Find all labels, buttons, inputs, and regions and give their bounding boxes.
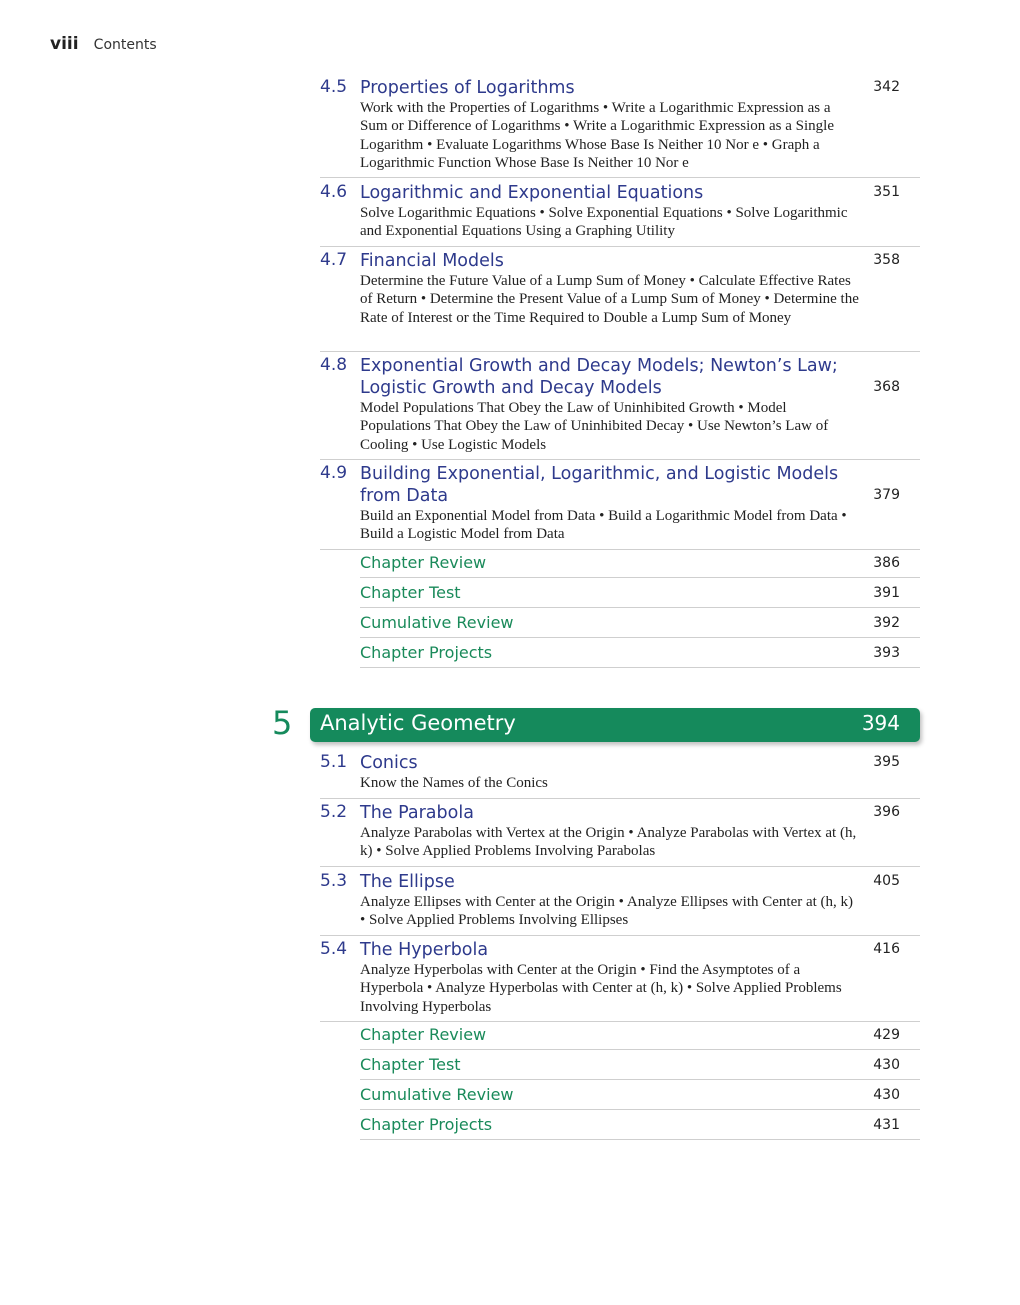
- section-title[interactable]: The Hyperbola: [360, 940, 489, 960]
- section-page[interactable]: 396: [873, 804, 900, 820]
- review-page[interactable]: 393: [873, 645, 900, 661]
- toc-section-5-3[interactable]: [320, 871, 920, 936]
- section-page[interactable]: 358: [873, 252, 900, 268]
- section-title[interactable]: Financial Models: [360, 251, 504, 271]
- review-page[interactable]: 429: [873, 1027, 900, 1043]
- section-title[interactable]: The Ellipse: [360, 872, 455, 892]
- section-description: Analyze Parabolas with Vertex at the Origin • Analyze Parabolas with Vertex at (h, k) • Solve Applied Problems Involving Parabolas: [360, 825, 857, 860]
- page-label: Contents: [93, 37, 157, 53]
- review-page[interactable]: 430: [873, 1087, 900, 1103]
- section-page[interactable]: 351: [873, 184, 900, 200]
- section-page[interactable]: 379: [873, 487, 900, 503]
- review-page[interactable]: 386: [873, 555, 900, 571]
- section-title[interactable]: Conics: [360, 753, 418, 773]
- section-description: Analyze Ellipses with Center at the Origin • Analyze Ellipses with Center at (h, k) • Solve Applied Problems Involving Ellipses: [360, 894, 854, 929]
- section-number: 5.3: [320, 871, 348, 891]
- chapter-page[interactable]: 394: [861, 711, 900, 735]
- section-description: Determine the Future Value of a Lump Sum of Money • Calculate Effective Rates of Return • Determine the Present Value of a Lump Sum of Money • Determine the Rate of Interest or the Time Required to Double a Lump Sum of Money: [360, 273, 859, 326]
- section-number: 4.5: [320, 77, 348, 97]
- section-number: 5.1: [320, 752, 348, 772]
- section-number: 4.7: [320, 250, 348, 270]
- toc-section-4-7[interactable]: [320, 250, 920, 352]
- review-page[interactable]: 392: [873, 615, 900, 631]
- review-page[interactable]: 430: [873, 1057, 900, 1073]
- chapter-heading-bar[interactable]: [310, 708, 920, 742]
- toc-section-5-4[interactable]: [320, 939, 920, 1022]
- section-number: 4.9: [320, 463, 348, 483]
- toc-section-5-2[interactable]: [320, 802, 920, 867]
- review-title[interactable]: Chapter Review: [360, 553, 487, 572]
- toc-chapter-test[interactable]: [360, 578, 920, 608]
- section-title[interactable]: The Parabola: [360, 803, 474, 823]
- section-title[interactable]: Logarithmic and Exponential Equations: [360, 183, 704, 203]
- toc-section-4-8[interactable]: [320, 355, 920, 460]
- toc-cumulative-review[interactable]: [360, 608, 920, 638]
- section-page[interactable]: 416: [873, 941, 900, 957]
- review-title[interactable]: Chapter Test: [360, 1055, 461, 1074]
- review-title[interactable]: Cumulative Review: [360, 613, 514, 632]
- toc-section-5-1[interactable]: [320, 752, 920, 799]
- toc-cumulative-review[interactable]: [360, 1080, 920, 1110]
- section-title[interactable]: Properties of Logarithms: [360, 78, 575, 98]
- section-description: Analyze Hyperbolas with Center at the Origin • Find the Asymptotes of a Hyperbola • Analyze Hyperbolas with Center at (h, k) • Solve Applied Problems Involving Hyperbolas: [360, 962, 842, 1015]
- toc-section-4-9[interactable]: [320, 463, 920, 550]
- chapter-title[interactable]: Analytic Geometry: [320, 711, 516, 735]
- toc-chapter-projects[interactable]: [360, 638, 920, 668]
- page-number: viii: [50, 34, 79, 54]
- toc-chapter-review[interactable]: [360, 1020, 920, 1050]
- section-page[interactable]: 368: [873, 379, 900, 395]
- section-number: 4.8: [320, 355, 348, 375]
- section-description: Solve Logarithmic Equations • Solve Exponential Equations • Solve Logarithmic and Exponential Equations Using a Graphing Utility: [360, 205, 848, 240]
- toc-chapter-test[interactable]: [360, 1050, 920, 1080]
- review-title[interactable]: Chapter Test: [360, 583, 461, 602]
- section-description: Work with the Properties of Logarithms • Write a Logarithmic Expression as a Sum or Difference of Logarithms • Write a Logarithmic Expression as a Single Logarithm • Evaluate Logarithms Whose Base Is Neither 10 Nor e • Graph a Logarithmic Function Whose Base Is Neither 10 Nor e: [360, 100, 834, 171]
- review-title[interactable]: Chapter Projects: [360, 1115, 493, 1134]
- chapter-number: 5: [272, 704, 293, 742]
- section-description: Know the Names of the Conics: [360, 775, 548, 791]
- toc-chapter-projects[interactable]: [360, 1110, 920, 1140]
- review-title[interactable]: Chapter Projects: [360, 643, 493, 662]
- page-header: [50, 34, 157, 54]
- section-description: Model Populations That Obey the Law of Uninhibited Growth • Model Populations That Obey the Law of Uninhibited Decay • Use Newton’s Law of Cooling • Use Logistic Models: [360, 400, 829, 453]
- section-description: Build an Exponential Model from Data • Build a Logarithmic Model from Data • Build a Logistic Model from Data: [360, 508, 847, 543]
- section-number: 5.4: [320, 939, 348, 959]
- toc-section-4-6[interactable]: [320, 182, 920, 247]
- review-title[interactable]: Chapter Review: [360, 1025, 487, 1044]
- section-number: 5.2: [320, 802, 348, 822]
- review-page[interactable]: 391: [873, 585, 900, 601]
- section-title[interactable]: Exponential Growth and Decay Models; Newton’s Law; Logistic Growth and Decay Models: [360, 356, 838, 398]
- section-page[interactable]: 395: [873, 754, 900, 770]
- section-title[interactable]: Building Exponential, Logarithmic, and Logistic Models from Data: [360, 464, 839, 506]
- review-title[interactable]: Cumulative Review: [360, 1085, 514, 1104]
- review-page[interactable]: 431: [873, 1117, 900, 1133]
- toc-chapter-review[interactable]: [360, 548, 920, 578]
- toc-section-4-5[interactable]: [320, 77, 920, 178]
- section-page[interactable]: 342: [873, 79, 900, 95]
- section-page[interactable]: 405: [873, 873, 900, 889]
- section-number: 4.6: [320, 182, 348, 202]
